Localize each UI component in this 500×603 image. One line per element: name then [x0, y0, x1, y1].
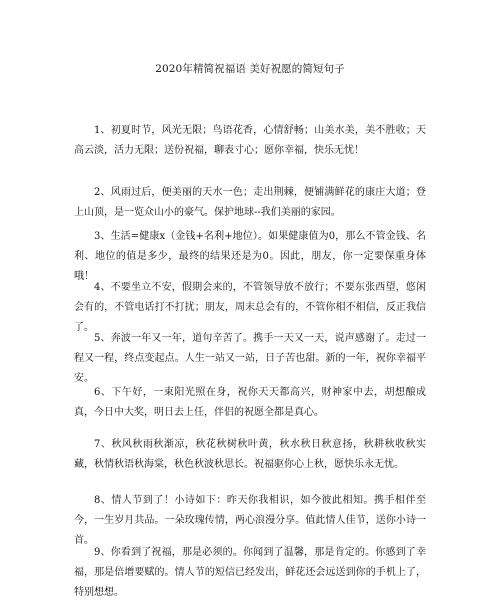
paragraph-9: 9、你看到了祝福，那是必须的。你闻到了温馨，那是肯定的。你感到了幸福，那是倍增要赋的。情人节的短信已经发出，鲜花还会远送到你的手机上了，特别想想。	[74, 547, 426, 598]
document-title: 2020年精简祝福语 美好祝愿的简短句子	[155, 63, 345, 75]
paragraph-5: 5、奔波一年又一年，道句辛苦了。携手一天又一天，说声感谢了。走过一程又一程，终点变起点。人生一站又一站，日子苦也甜。新的一年，祝你幸福平安。	[74, 333, 426, 384]
paragraph-2: 2、风雨过后，便美丽的天水一色；走出荆棘，便铺满鲜花的康庄大道；登上山顶，是一览众山小的豪气。保护地球--我们美丽的家园。	[74, 187, 426, 218]
paragraph-7: 7、秋风秋雨秋渐凉，秋花秋树秋叶黄，秋水秋日秋意扬，秋耕秋收秋实藏，秋情秋语秋海棠，秋色秋波秋思长。祝福驱你心上秋，愿快乐永无忧。	[74, 439, 426, 470]
paragraph-1: 1、初夏时节，风光无限；鸟语花香，心情舒畅；山美水美，美不胜收；天高云淡，活力无限；送份祝福，聊表寸心；愿你幸福，快乐无忧！	[74, 125, 426, 156]
paragraph-4: 4、不要坐立不安，假期会来的，不管领导放不放行；不要东张西望，悠闲会有的，不管电话打不打扰；朋友，周末总会有的，不管你相不相信，反正我信了。	[74, 282, 426, 333]
paragraph-3: 3、生活=健康x（金钱+名利+地位）。如果健康值为0，那么不管金钱、名利、地位的值是多少，最终的结果还是为0。因此，朋友，你一定要保重身体哦！	[74, 231, 426, 282]
paragraph-8: 8、情人节到了！小诗如下：昨天你我相识，如今彼此相知。携手相伴至今，一生岁月共品。一朵玫瑰传情，两心浪漫分享。值此情人佳节，送你小诗一首。	[74, 495, 426, 546]
paragraph-6: 6、下午好，一束阳光照在身，祝你天天都高兴，财神家中去，胡想酿成真，今日中大奖，明日去上任，伴侣的祝愿全都是真心。	[74, 387, 426, 418]
